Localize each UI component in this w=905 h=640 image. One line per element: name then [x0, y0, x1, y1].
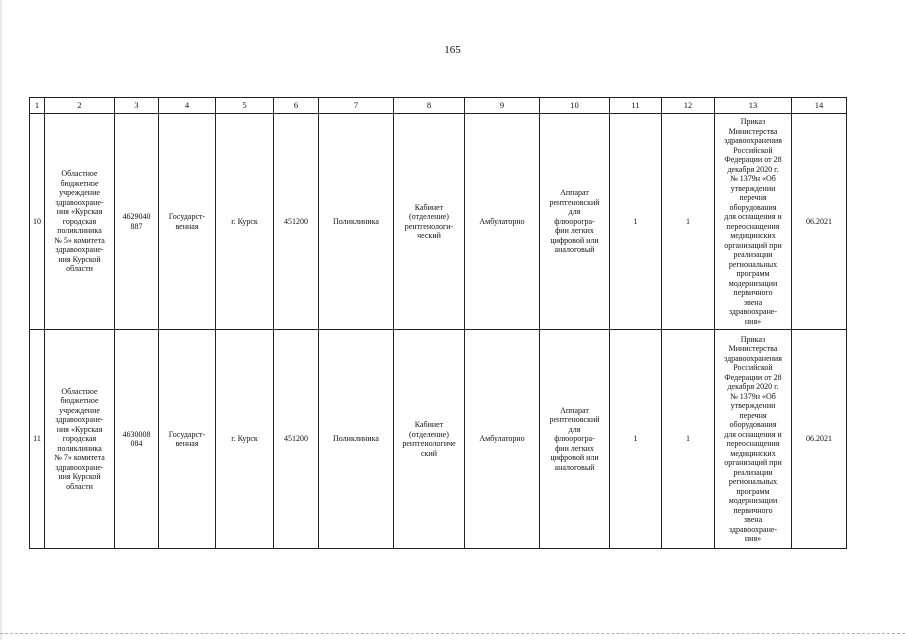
department-cell: Кабинет (отделение) рентгенологиче ский [394, 330, 465, 549]
code-cell: 451200 [274, 114, 319, 330]
inn-cell: 4629040 887 [115, 114, 159, 330]
city-cell: г. Курск [216, 114, 274, 330]
column-number: 11 [610, 98, 662, 114]
legal-basis-cell: Приказ Министерства здравоохранения Российской Федерации от 28 декабря 2020 г. № 1379н «Об утверждении перечня оборудования для оснащения и переоснащения медицинских организаций при реализации региональных программ модернизации первичного звена здравоохране- ния» [715, 330, 792, 549]
column-number: 13 [715, 98, 792, 114]
column-number: 14 [792, 98, 847, 114]
equipment-cell: Аппарат рентгеновский для флюорогра- фии легких цифровой или аналоговый [540, 330, 610, 549]
equipment-cell: Аппарат рентгеновский для флюорогра- фии легких цифровой или аналоговый [540, 114, 610, 330]
ownership-cell: Государст- венная [159, 114, 216, 330]
quantity-cell: 1 [610, 114, 662, 330]
inn-cell: 4630008 084 [115, 330, 159, 549]
date-cell: 06.2021 [792, 330, 847, 549]
table-row [30, 114, 847, 330]
column-number: 12 [662, 98, 715, 114]
scan-bottom-rule [0, 633, 905, 634]
column-number: 8 [394, 98, 465, 114]
column-number: 4 [159, 98, 216, 114]
facility-type-cell: Поликлиника [319, 114, 394, 330]
scan-edge [0, 0, 2, 640]
row-number-cell: 11 [30, 330, 45, 549]
quantity-cell: 1 [662, 114, 715, 330]
legal-basis-cell: Приказ Министерства здравоохранения Российской Федерации от 28 декабря 2020 г. № 1379н «Об утверждении перечня оборудования для оснащения и переоснащения медицинских организаций при реализации региональных программ модернизации первичного звена здравоохране- ния» [715, 114, 792, 330]
column-number: 5 [216, 98, 274, 114]
column-number: 7 [319, 98, 394, 114]
ownership-cell: Государст- венная [159, 330, 216, 549]
department-cell: Кабинет (отделение) рентгенологи- ческий [394, 114, 465, 330]
column-number: 9 [465, 98, 540, 114]
table-row [30, 330, 847, 549]
column-number: 1 [30, 98, 45, 114]
city-cell: г. Курск [216, 330, 274, 549]
column-number: 2 [45, 98, 115, 114]
column-number: 3 [115, 98, 159, 114]
care-conditions-cell: Амбулаторно [465, 330, 540, 549]
facility-type-cell: Поликлиника [319, 330, 394, 549]
date-cell: 06.2021 [792, 114, 847, 330]
code-cell: 451200 [274, 330, 319, 549]
page-number: 165 [444, 44, 461, 56]
organization-name-cell: Областное бюджетное учреждение здравоохране- ния «Курская городская поликлиника № 7» комитета здравоохране- ния Курской области [45, 330, 115, 549]
column-number: 6 [274, 98, 319, 114]
register-table [29, 97, 847, 549]
organization-name-cell: Областное бюджетное учреждение здравоохране- ния «Курская городская поликлиника № 5» комитета здравоохране- ния Курской области [45, 114, 115, 330]
care-conditions-cell: Амбулаторно [465, 114, 540, 330]
column-number: 10 [540, 98, 610, 114]
column-number-row [30, 98, 847, 114]
row-number-cell: 10 [30, 114, 45, 330]
quantity-cell: 1 [662, 330, 715, 549]
quantity-cell: 1 [610, 330, 662, 549]
